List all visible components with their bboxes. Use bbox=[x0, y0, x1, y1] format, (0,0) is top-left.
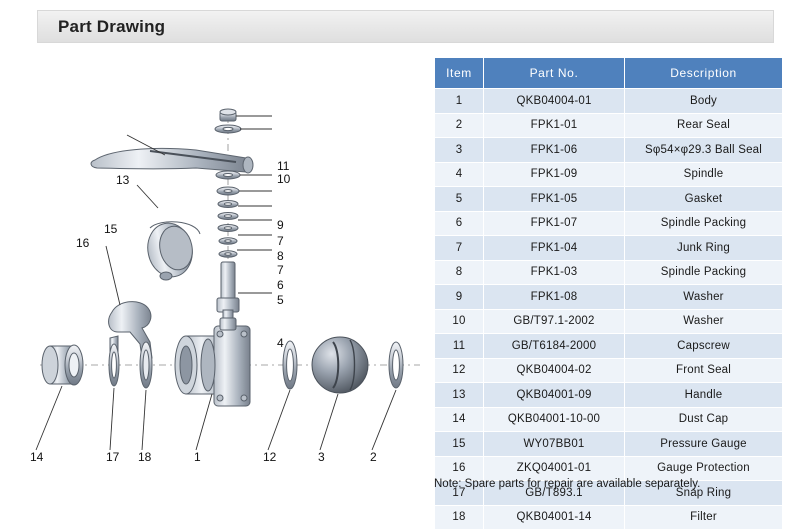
callout-10: 10 bbox=[277, 172, 291, 186]
callout-11: 11 bbox=[277, 159, 290, 173]
column-header-item: Item bbox=[435, 58, 484, 89]
table-row bbox=[435, 334, 783, 359]
cell-part-no: FPK1-07 bbox=[484, 211, 625, 236]
cell-item: 3 bbox=[435, 138, 484, 163]
callout-18: 18 bbox=[138, 450, 152, 464]
cell-part-no: FPK1-08 bbox=[484, 285, 625, 310]
table-row bbox=[435, 211, 783, 236]
cell-description: Sφ54×φ29.3 Ball Seal bbox=[625, 138, 783, 163]
cell-item: 16 bbox=[435, 456, 484, 481]
table-row bbox=[435, 260, 783, 285]
callout-7-lower: 7 bbox=[277, 263, 284, 277]
spare-parts-note: Note: Spare parts for repair are available separately. bbox=[434, 478, 701, 490]
table-row bbox=[435, 505, 783, 530]
callout-2: 2 bbox=[370, 450, 377, 464]
cell-description: Spindle Packing bbox=[625, 211, 783, 236]
cell-item: 8 bbox=[435, 260, 484, 285]
table-row bbox=[435, 285, 783, 310]
cell-item: 12 bbox=[435, 358, 484, 383]
cell-description: Dust Cap bbox=[625, 407, 783, 432]
table-row bbox=[435, 113, 783, 138]
cell-item: 6 bbox=[435, 211, 484, 236]
cell-item: 17 bbox=[435, 481, 484, 506]
parts-table bbox=[434, 57, 783, 530]
cell-part-no: GB/T893.1 bbox=[484, 481, 625, 506]
cell-item: 13 bbox=[435, 383, 484, 408]
callout-15: 15 bbox=[104, 222, 118, 236]
cell-part-no: GB/T6184-2000 bbox=[484, 334, 625, 359]
cell-description: Gasket bbox=[625, 187, 783, 212]
callout-12: 12 bbox=[263, 450, 277, 464]
table-row bbox=[435, 456, 783, 481]
cell-part-no: FPK1-04 bbox=[484, 236, 625, 261]
table-row bbox=[435, 432, 783, 457]
cell-description: Snap Ring bbox=[625, 481, 783, 506]
cell-part-no: FPK1-01 bbox=[484, 113, 625, 138]
cell-part-no: QKB04001-14 bbox=[484, 505, 625, 530]
cell-description: Capscrew bbox=[625, 334, 783, 359]
callout-7-upper: 7 bbox=[277, 234, 284, 248]
table-row bbox=[435, 89, 783, 114]
cell-part-no: WY07BB01 bbox=[484, 432, 625, 457]
cell-item: 14 bbox=[435, 407, 484, 432]
cell-item: 18 bbox=[435, 505, 484, 530]
cell-description: Spindle bbox=[625, 162, 783, 187]
table-row bbox=[435, 407, 783, 432]
callout-9: 9 bbox=[277, 218, 284, 232]
table-row bbox=[435, 309, 783, 334]
cell-description: Body bbox=[625, 89, 783, 114]
cell-part-no: GB/T97.1-2002 bbox=[484, 309, 625, 334]
page-title: Part Drawing bbox=[58, 17, 166, 36]
cell-part-no: QKB04004-01 bbox=[484, 89, 625, 114]
cell-item: 10 bbox=[435, 309, 484, 334]
table-row bbox=[435, 383, 783, 408]
cell-item: 9 bbox=[435, 285, 484, 310]
table-row bbox=[435, 236, 783, 261]
table-row bbox=[435, 187, 783, 212]
cell-part-no: QKB04001-10-00 bbox=[484, 407, 625, 432]
cell-item: 1 bbox=[435, 89, 484, 114]
callout-8: 8 bbox=[277, 249, 284, 263]
callout-4: 4 bbox=[277, 336, 284, 350]
callout-13: 13 bbox=[116, 173, 130, 187]
callout-5: 5 bbox=[277, 293, 284, 307]
cell-item: 2 bbox=[435, 113, 484, 138]
callout-16: 16 bbox=[76, 236, 90, 250]
cell-part-no: FPK1-03 bbox=[484, 260, 625, 285]
cell-description: Handle bbox=[625, 383, 783, 408]
cell-item: 15 bbox=[435, 432, 484, 457]
cell-part-no: ZKQ04001-01 bbox=[484, 456, 625, 481]
callout-3: 3 bbox=[318, 450, 325, 464]
cell-part-no: FPK1-09 bbox=[484, 162, 625, 187]
table-header-row bbox=[435, 58, 783, 89]
column-header-part-no: Part No. bbox=[484, 58, 625, 89]
callout-14: 14 bbox=[30, 450, 44, 464]
cell-part-no: QKB04004-02 bbox=[484, 358, 625, 383]
cell-part-no: FPK1-06 bbox=[484, 138, 625, 163]
cell-part-no: FPK1-05 bbox=[484, 187, 625, 212]
cell-description: Spindle Packing bbox=[625, 260, 783, 285]
cell-description: Pressure Gauge bbox=[625, 432, 783, 457]
callout-17: 17 bbox=[106, 450, 120, 464]
table-row bbox=[435, 138, 783, 163]
cell-item: 4 bbox=[435, 162, 484, 187]
callout-6: 6 bbox=[277, 278, 284, 292]
table-row bbox=[435, 358, 783, 383]
column-header-description: Description bbox=[625, 58, 783, 89]
cell-item: 7 bbox=[435, 236, 484, 261]
cell-description: Washer bbox=[625, 309, 783, 334]
table-row bbox=[435, 162, 783, 187]
cell-description: Junk Ring bbox=[625, 236, 783, 261]
callout-1: 1 bbox=[194, 450, 201, 464]
cell-item: 11 bbox=[435, 334, 484, 359]
cell-description: Gauge Protection bbox=[625, 456, 783, 481]
cell-description: Front Seal bbox=[625, 358, 783, 383]
exploded-drawing bbox=[0, 50, 432, 516]
cell-description: Washer bbox=[625, 285, 783, 310]
cell-description: Rear Seal bbox=[625, 113, 783, 138]
cell-item: 5 bbox=[435, 187, 484, 212]
cell-part-no: QKB04001-09 bbox=[484, 383, 625, 408]
cell-description: Filter bbox=[625, 505, 783, 530]
